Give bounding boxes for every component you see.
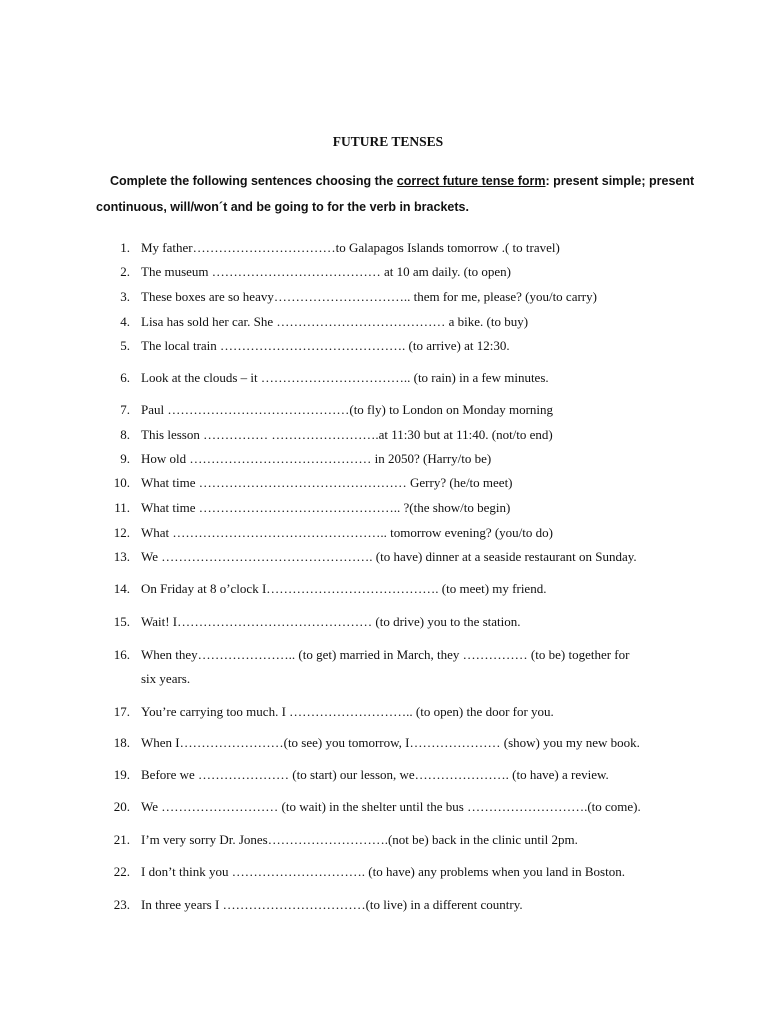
exercise-number: 7. bbox=[120, 402, 130, 417]
exercise-number: 21. bbox=[113, 832, 130, 847]
page-title: FUTURE TENSES bbox=[332, 134, 444, 149]
exercise-sentence: When I……………………(to see) you tomorrow, I………………… (show) you my new book. bbox=[141, 735, 640, 750]
exercise-sentence: My father……………………………to Galapagos Islands tomorrow .( to travel) bbox=[141, 240, 560, 255]
exercise-number: 2. bbox=[120, 264, 130, 279]
exercise-number: 23. bbox=[113, 897, 130, 912]
exercise-sentence: six years. bbox=[141, 671, 191, 686]
exercise-number: 16. bbox=[113, 647, 130, 662]
exercise-sentence: The local train ……………………………………. (to arrive) at 12:30. bbox=[141, 338, 510, 353]
exercise-sentence: What ………………………………………….. tomorrow evening? (you/to do) bbox=[141, 525, 553, 540]
exercise-number: 20. bbox=[113, 799, 130, 814]
exercise-sentence: Paul ……………………………………(to fly) to London on Monday morning bbox=[141, 402, 554, 417]
instructions-text-start: Complete the following sentences choosing the bbox=[110, 174, 397, 188]
instructions-underlined: correct future tense form bbox=[396, 174, 546, 188]
exercise-sentence: How old …………………………………… in 2050? (Harry/to be) bbox=[141, 451, 492, 466]
exercise-sentence: These boxes are so heavy………………………….. them for me, please? (you/to carry) bbox=[141, 289, 597, 304]
exercise-sentence: Wait! I……………………………………… (to drive) you to the station. bbox=[141, 614, 521, 629]
exercise-number: 15. bbox=[113, 614, 130, 629]
exercise-sentence: On Friday at 8 o’clock I…………………………………. (to meet) my friend. bbox=[141, 581, 547, 596]
exercise-sentence: Before we ………………… (to start) our lesson, we…………………. (to have) a review. bbox=[141, 767, 609, 782]
exercise-number: 12. bbox=[113, 525, 130, 540]
exercise-number: 8. bbox=[120, 427, 130, 442]
exercise-sentence: What time ………………………………………… Gerry? (he/to meet) bbox=[141, 475, 513, 490]
instructions-text-end: : present simple; present continuous, will/won´t and be going to for the verb in brackets. bbox=[96, 174, 695, 214]
exercise-sentence: We ……………………… (to wait) in the shelter until the bus ……………………….(to come). bbox=[141, 799, 641, 814]
exercise-number: 9. bbox=[120, 451, 130, 466]
exercise-number: 18. bbox=[113, 735, 130, 750]
exercise-sentence: The museum ………………………………… at 10 am daily. (to open) bbox=[141, 264, 511, 279]
exercise-sentence: What time ……………………………………….. ?(the show/to begin) bbox=[141, 500, 511, 515]
exercise-sentence: In three years I ……………………………(to live) in a different country. bbox=[141, 897, 523, 912]
exercise-number: 1. bbox=[120, 240, 130, 255]
exercise-number: 13. bbox=[113, 549, 130, 564]
exercise-sentence: I don’t think you …………………………. (to have) any problems when you land in Boston. bbox=[141, 864, 625, 879]
exercise-number: 14. bbox=[113, 581, 130, 596]
exercise-number: 3. bbox=[120, 289, 130, 304]
exercise-sentence: When they………………….. (to get) married in March, they …………… (to be) together for bbox=[141, 647, 630, 662]
exercise-sentence: Look at the clouds – it …………………………….. (to rain) in a few minutes. bbox=[141, 370, 549, 385]
exercise-sentence: I’m very sorry Dr. Jones……………………….(not be) back in the clinic until 2pm. bbox=[141, 832, 578, 847]
exercise-number: 22. bbox=[113, 864, 130, 879]
exercise-number: 11. bbox=[114, 500, 130, 515]
exercise-number: 5. bbox=[120, 338, 130, 353]
exercise-sentence: You’re carrying too much. I ……………………….. (to open) the door for you. bbox=[141, 704, 554, 719]
exercise-sentence: We …………………………………………. (to have) dinner at a seaside restaurant on Sunday. bbox=[141, 549, 637, 564]
exercise-number: 4. bbox=[120, 314, 130, 329]
exercise-number: 6. bbox=[120, 370, 130, 385]
exercise-number: 19. bbox=[113, 767, 130, 782]
instructions bbox=[96, 168, 696, 220]
exercise-number: 10. bbox=[113, 475, 130, 490]
exercise-sentence: Lisa has sold her car. She ………………………………… a bike. (to buy) bbox=[141, 314, 529, 329]
exercise-sentence: This lesson …………… …………………….at 11:30 but at 11:40. (not/to end) bbox=[141, 427, 553, 442]
exercise-number: 17. bbox=[113, 704, 130, 719]
